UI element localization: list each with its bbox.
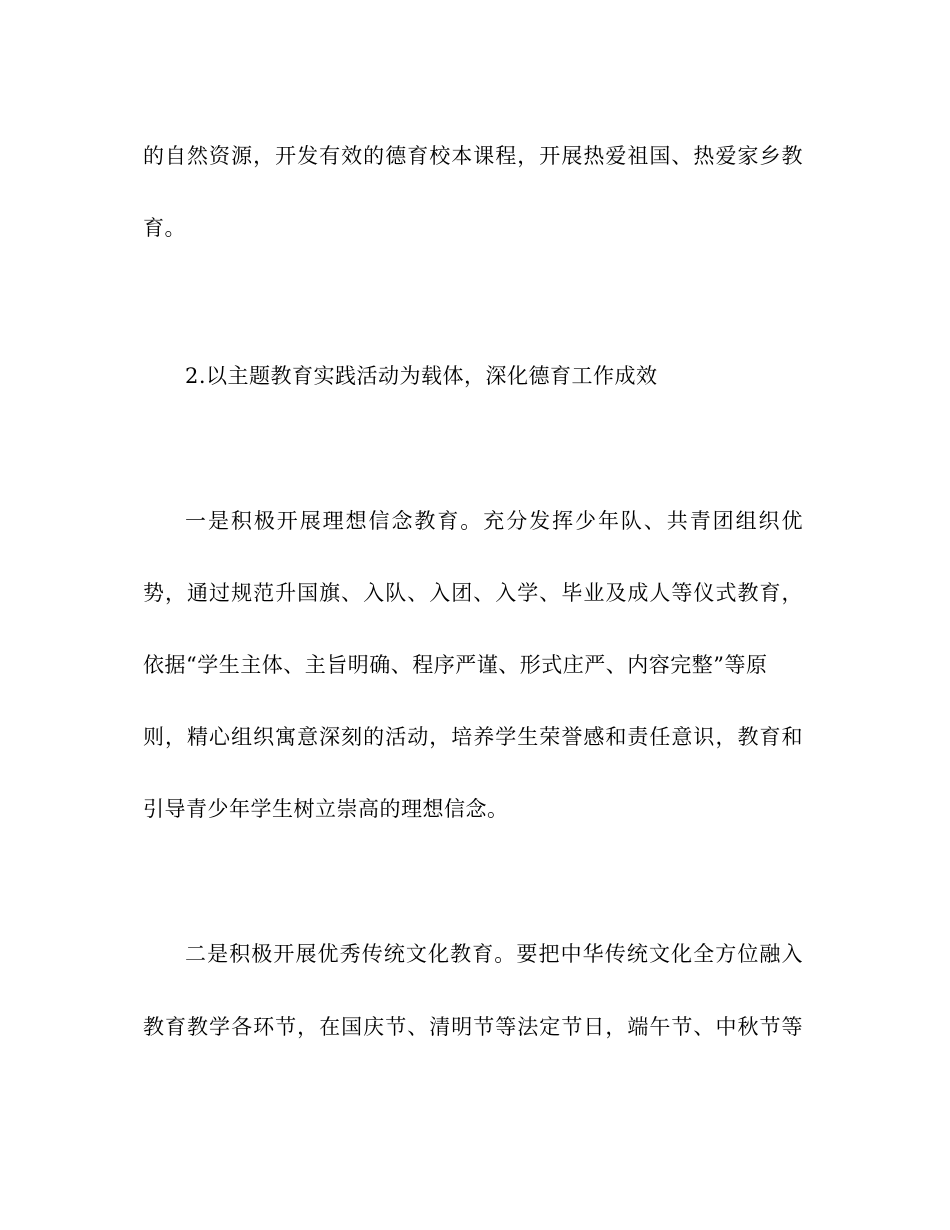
intro-paragraph-line-2: 育。 — [143, 216, 186, 240]
paragraph-two-line-1: 二是积极开展优秀传统文化教育。要把中华传统文化全方位融入 — [185, 942, 803, 966]
section-heading: 2.以主题教育实践活动为载体，深化德育工作成效 — [185, 364, 658, 388]
paragraph-two-line-2: 教育教学各环节，在国庆节、清明节等法定节日，端午节、中秋节等 — [143, 1015, 803, 1039]
paragraph-one-line-2: 势，通过规范升国旗、入队、入团、入学、毕业及成人等仪式教育， — [143, 581, 803, 605]
intro-paragraph-line-1: 的自然资源，开发有效的德育校本课程，开展热爱祖国、热爱家乡教 — [143, 144, 803, 168]
paragraph-one-line-4: 则，精心组织寓意深刻的活动，培养学生荣誉感和责任意识，教育和 — [143, 725, 803, 749]
paragraph-one-line-5: 引导青少年学生树立崇高的理想信念。 — [143, 797, 509, 821]
paragraph-one-line-3: 依据“学生主体、主旨明确、程序严谨、形式庄严、内容完整”等原 — [143, 653, 768, 677]
paragraph-one-line-1: 一是积极开展理想信念教育。充分发挥少年队、共青团组织优 — [185, 509, 803, 533]
